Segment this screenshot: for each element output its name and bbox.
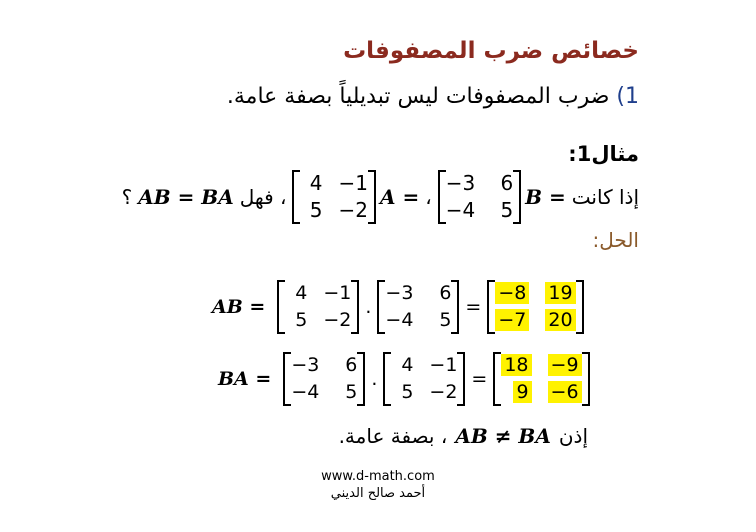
- bracket-tick: [357, 352, 363, 354]
- matrix-cell: 5: [295, 309, 308, 331]
- bracket-tick: [457, 352, 463, 354]
- matrix-b: [438, 170, 521, 224]
- matrix-cell: −3: [445, 171, 476, 195]
- matrix-cell: −3: [385, 282, 414, 304]
- matrix-cell: −1: [323, 282, 352, 304]
- matrix-b: [283, 352, 365, 406]
- highlighted-value: 19: [545, 282, 575, 304]
- matrix-cell: [545, 280, 575, 307]
- solution-label: الحل:: [592, 228, 639, 252]
- matrix-cell: 5: [439, 309, 452, 331]
- matrix-cell: −4: [445, 198, 476, 222]
- bracket-tick: [582, 352, 588, 354]
- matrix-cell: 6: [500, 171, 514, 195]
- ab-lhs: AB =: [212, 296, 266, 318]
- footer: [0, 468, 756, 502]
- question-expr: AB = BA: [138, 185, 234, 209]
- matrix-ab-result: [487, 280, 583, 334]
- highlighted-value: −8: [495, 282, 529, 304]
- matrix-ba-result: [493, 352, 589, 406]
- bracket-tick: [357, 404, 363, 406]
- footer-url: www.d-math.com: [321, 469, 435, 484]
- matrix-a: [277, 280, 359, 334]
- bracket-tick: [513, 170, 519, 172]
- matrix-cell: [545, 307, 575, 334]
- matrix-b: [377, 280, 459, 334]
- matrix-cell: [548, 352, 582, 379]
- matrix-cell: [501, 352, 531, 379]
- matrix-cell: 5: [500, 198, 514, 222]
- matrix-cell: −3: [291, 354, 320, 376]
- highlighted-value: 9: [513, 381, 531, 403]
- bracket-tick: [513, 222, 519, 224]
- not-equal-expr: AB ≠ BA: [455, 424, 551, 448]
- matrix-a: [292, 170, 375, 224]
- matrix-cell: 4: [401, 354, 414, 376]
- highlighted-value: 18: [501, 354, 531, 376]
- question-mark: ؟: [121, 185, 133, 209]
- matrix-cell: −1: [429, 354, 458, 376]
- bracket-tick: [451, 280, 457, 282]
- bracket-tick: [576, 332, 582, 334]
- property-text: ضرب المصفوفات ليس تبديلياً بصفة عامة.: [226, 84, 610, 109]
- matrix-cell: 5: [345, 381, 358, 403]
- highlighted-value: −9: [548, 354, 582, 376]
- matrix-cell: 5: [309, 198, 323, 222]
- bracket-tick: [368, 170, 374, 172]
- equation-ab: [212, 280, 584, 334]
- conclusion: [339, 424, 588, 448]
- matrix-cell: −4: [291, 381, 320, 403]
- question-text: ، فهل: [239, 185, 287, 209]
- then-text: إذن: [558, 424, 588, 448]
- equation-ba: [218, 352, 590, 406]
- matrix-cell: −2: [429, 381, 458, 403]
- matrix-a: [383, 352, 465, 406]
- matrix-cell: −1: [338, 171, 368, 195]
- highlighted-value: −6: [548, 381, 582, 403]
- bracket-tick: [451, 332, 457, 334]
- if-text: إذا كانت: [571, 185, 639, 209]
- bracket-tick: [368, 222, 374, 224]
- bracket-tick: [576, 280, 582, 282]
- equals-sign: =: [471, 368, 488, 390]
- matrix-a-def: [292, 170, 419, 224]
- matrix-cell: 6: [345, 354, 358, 376]
- page-title: خصائص ضرب المصفوفات: [343, 38, 639, 64]
- highlighted-value: 20: [545, 309, 575, 331]
- bracket-tick: [351, 280, 357, 282]
- bracket-tick: [457, 404, 463, 406]
- bracket-tick: [351, 332, 357, 334]
- matrix-cell: [501, 379, 531, 406]
- matrix-b-def: [438, 170, 566, 224]
- equals-sign: =: [465, 296, 482, 318]
- property-number: 1): [616, 84, 639, 109]
- ba-lhs: BA =: [218, 368, 272, 390]
- matrix-cell: −4: [385, 309, 414, 331]
- dot-operator: .: [365, 296, 372, 318]
- matrix-cell: [495, 307, 529, 334]
- matrix-cell: −2: [323, 309, 352, 331]
- example-question: [122, 170, 639, 224]
- separator: ،: [425, 185, 432, 209]
- footer-author: أحمد صالح الديني: [330, 486, 426, 501]
- bracket-tick: [582, 404, 588, 406]
- matrix-cell: −2: [338, 198, 368, 222]
- a-label: A =: [379, 185, 420, 209]
- matrix-cell: [495, 280, 529, 307]
- highlighted-value: −7: [495, 309, 529, 331]
- matrix-cell: 4: [295, 282, 308, 304]
- dot-operator: .: [371, 368, 378, 390]
- property-statement: [227, 84, 639, 109]
- matrix-cell: [548, 379, 582, 406]
- matrix-cell: 4: [309, 171, 323, 195]
- matrix-cell: 5: [401, 381, 414, 403]
- example-label: مثال1:: [568, 142, 639, 166]
- b-label: B =: [525, 185, 566, 209]
- matrix-cell: 6: [439, 282, 452, 304]
- conclusion-rest: ، بصفة عامة.: [338, 424, 448, 448]
